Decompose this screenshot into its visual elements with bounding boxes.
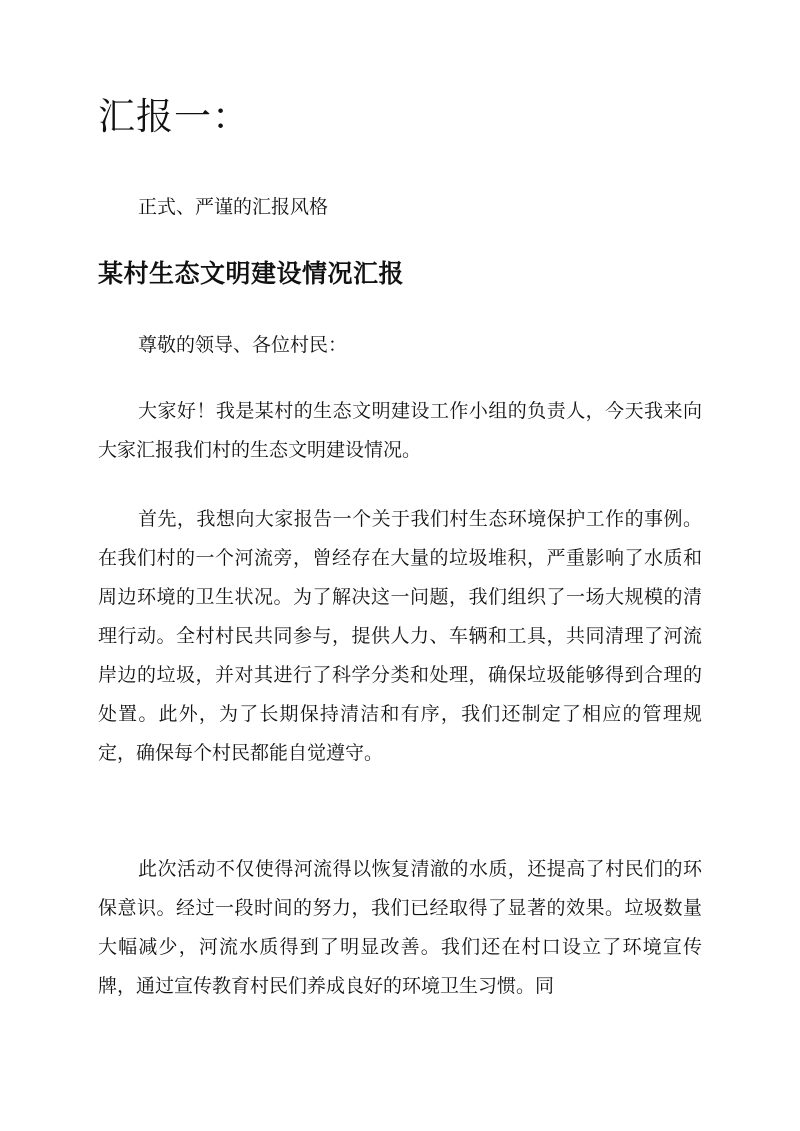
paragraph-results: 此次活动不仅使得河流得以恢复清澈的水质，还提高了村民们的环保意识。经过一段时间的努力，我们已经取得了显著的效果。垃圾数量大幅减少，河流水质得到了明显改善。我们还在村口设立了环境宣传牌，通过宣传教育村民们养成良好的环境卫生习惯。同: [98, 858, 702, 997]
paragraph-greeting: 大家好！我是某村的生态文明建设工作小组的负责人，今天我来向大家汇报我们村的生态文明建设情况。: [98, 400, 702, 461]
style-subtitle: 正式、严谨的汇报风格: [138, 196, 329, 218]
report-title: 某村生态文明建设情况汇报: [98, 259, 405, 288]
paragraph-cleanup-example: 首先，我想向大家报告一个关于我们村生态环境保护工作的事例。在我们村的一个河流旁，曾经存在大量的垃圾堆积，严重影响了水质和周边环境的卫生状况。为了解决这一问题，我们组织了一场大规模的清理行动。全村村民共同参与，提供人力、车辆和工具，共同清理了河流岸边的垃圾，并对其进行了科学分类和处理，确保垃圾能够得到合理的处置。此外，为了长期保持清洁和有序，我们还制定了相应的管理规定，确保每个村民都能自觉遵守。: [98, 508, 702, 764]
salutation: 尊敬的领导、各位村民：: [138, 334, 348, 356]
section-heading: 汇报一：: [98, 95, 250, 138]
